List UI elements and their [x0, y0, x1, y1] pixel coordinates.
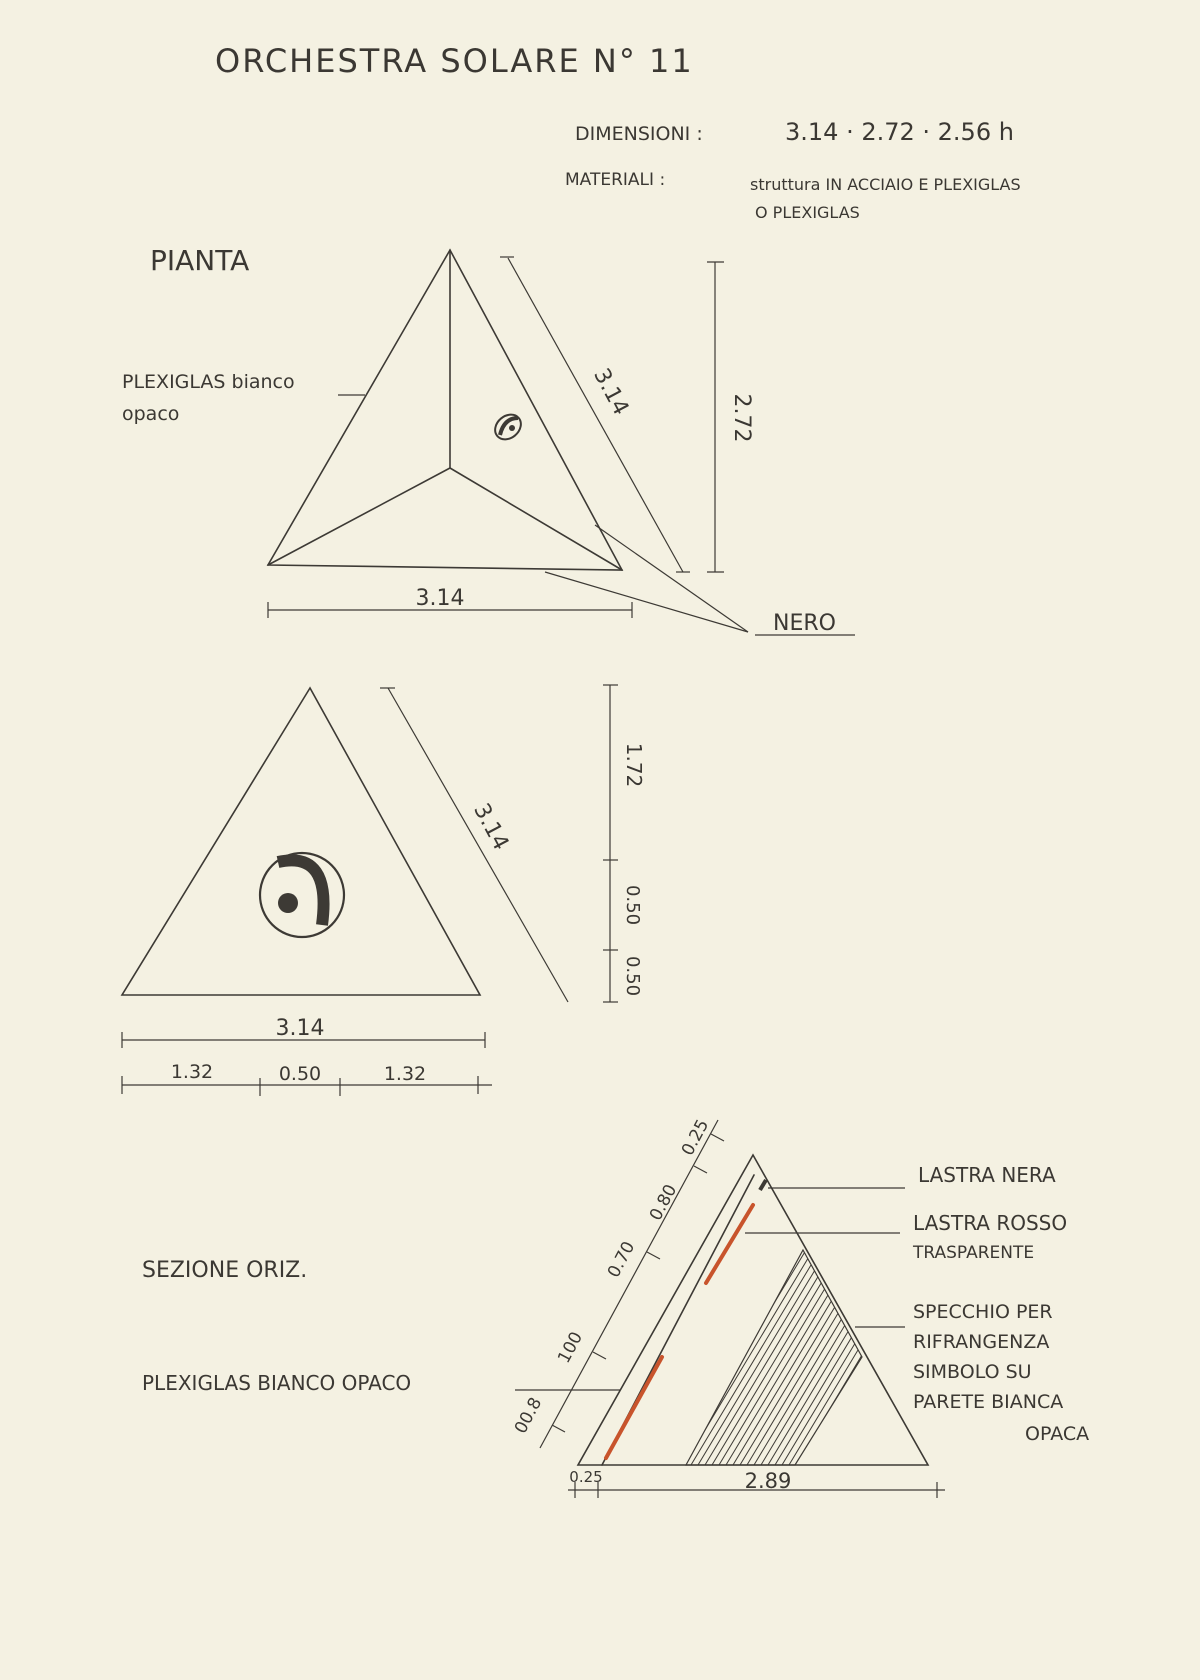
hatch-line	[871, 1230, 1021, 1480]
hatch-line	[556, 1230, 706, 1480]
section-slant-dimension-line	[540, 1120, 718, 1448]
front-dim-low: 0.50	[622, 955, 643, 997]
sun-symbol-large	[260, 853, 344, 937]
sheet-title: ORCHESTRA SOLARE N° 11	[215, 42, 694, 80]
label-lastra-nera: LASTRA NERA	[918, 1163, 1056, 1187]
front-seg-left: 1.32	[170, 1061, 214, 1083]
label-lastra-rosso-2: TRASPARENTE	[913, 1243, 1035, 1263]
hatch-line	[857, 1230, 1007, 1480]
plan-triangle	[268, 250, 622, 570]
plan-dim-height: 2.72	[729, 393, 754, 443]
mirror-outline	[686, 1250, 862, 1465]
front-side-dimension-line	[388, 688, 568, 1002]
dimensions-label: DIMENSIONI :	[575, 123, 703, 145]
hatch-line	[703, 1230, 853, 1480]
hatch-line	[885, 1230, 1035, 1480]
section-view	[142, 1116, 1200, 1498]
front-view	[122, 685, 646, 1096]
front-triangle	[122, 688, 480, 995]
hatch-line	[731, 1230, 881, 1480]
front-dim-mid: 0.50	[622, 884, 643, 926]
section-slant-tick-2	[694, 1166, 707, 1173]
front-seg-right: 1.32	[383, 1063, 427, 1085]
materials-label: MATERIALI :	[565, 170, 666, 190]
materials-line1: struttura IN ACCIAIO E PLEXIGLAS	[750, 175, 1021, 194]
hatch-line	[717, 1230, 867, 1480]
hatch-line	[759, 1230, 909, 1480]
hatch-line	[514, 1230, 664, 1480]
hatch-line	[864, 1230, 1014, 1480]
label-specchio-2: RIFRANGENZA	[913, 1331, 1050, 1353]
front-dim-side: 3.14	[468, 799, 514, 855]
plan-ridge-right	[450, 468, 622, 570]
section-slant-tick-5	[552, 1425, 565, 1432]
hatch-line	[808, 1230, 958, 1480]
section-dim-base: 2.89	[744, 1469, 792, 1493]
section-dim-a: 00.8	[510, 1394, 547, 1438]
plan-label-plexiglas: PLEXIGLAS bianco	[122, 371, 295, 393]
red-plate-lower	[606, 1357, 662, 1458]
section-heading: SEZIONE ORIZ.	[142, 1258, 308, 1283]
hatch-line	[815, 1230, 965, 1480]
hatch-line	[752, 1230, 902, 1480]
section-slant-tick-4	[593, 1352, 606, 1359]
sun-symbol-small	[490, 410, 526, 445]
hatch-line	[528, 1230, 678, 1480]
hatch-line	[570, 1230, 720, 1480]
hatch-line	[745, 1230, 895, 1480]
nero-leader-2	[545, 572, 748, 632]
plan-dim-side: 3.14	[588, 364, 634, 420]
plan-dim-base: 3.14	[415, 586, 465, 611]
front-dim-top: 1.72	[622, 742, 646, 788]
front-dim-base: 3.14	[275, 1016, 325, 1041]
section-slant-tick-1	[711, 1134, 724, 1141]
hatch-line	[878, 1230, 1028, 1480]
dimensions-value: 3.14 · 2.72 · 2.56 h	[785, 118, 1014, 146]
hatch-line	[696, 1230, 846, 1480]
section-dim-b: 100	[554, 1328, 588, 1367]
plan-label-nero: NERO	[773, 611, 836, 636]
label-specchio-1: SPECCHIO PER	[913, 1301, 1053, 1323]
hatch-line	[850, 1230, 1000, 1480]
hatch-line	[766, 1230, 916, 1480]
red-plate-upper	[706, 1205, 753, 1283]
hatch-line	[822, 1230, 972, 1480]
section-triangle	[578, 1155, 928, 1465]
label-specchio-3: SIMBOLO SU	[913, 1361, 1032, 1383]
section-dim-base-left: 0.25	[569, 1468, 603, 1486]
section-label-plexiglas: PLEXIGLAS BIANCO OPACO	[142, 1371, 412, 1395]
front-seg-mid: 0.50	[278, 1063, 322, 1085]
plan-label-opaco: opaco	[122, 403, 180, 425]
hatch-line	[507, 1230, 657, 1480]
plan-heading: PIANTA	[150, 244, 250, 277]
hatch-line	[710, 1230, 860, 1480]
hatch-line	[836, 1230, 986, 1480]
nero-leader-1	[595, 525, 748, 632]
label-specchio-5: OPACA	[1025, 1423, 1090, 1445]
section-slant-tick-3	[647, 1252, 660, 1259]
section-dim-e: 0.25	[677, 1116, 714, 1160]
hatch-line	[801, 1230, 951, 1480]
black-plate	[760, 1180, 766, 1190]
label-specchio-4: PARETE BIANCA	[913, 1391, 1064, 1413]
section-dim-d: 0.80	[645, 1181, 682, 1225]
plan-view	[122, 244, 855, 636]
materials-line2: O PLEXIGLAS	[755, 203, 860, 222]
label-lastra-rosso-1: LASTRA ROSSO	[913, 1211, 1068, 1235]
section-dim-c: 0.70	[603, 1238, 640, 1282]
hatch-line	[829, 1230, 979, 1480]
